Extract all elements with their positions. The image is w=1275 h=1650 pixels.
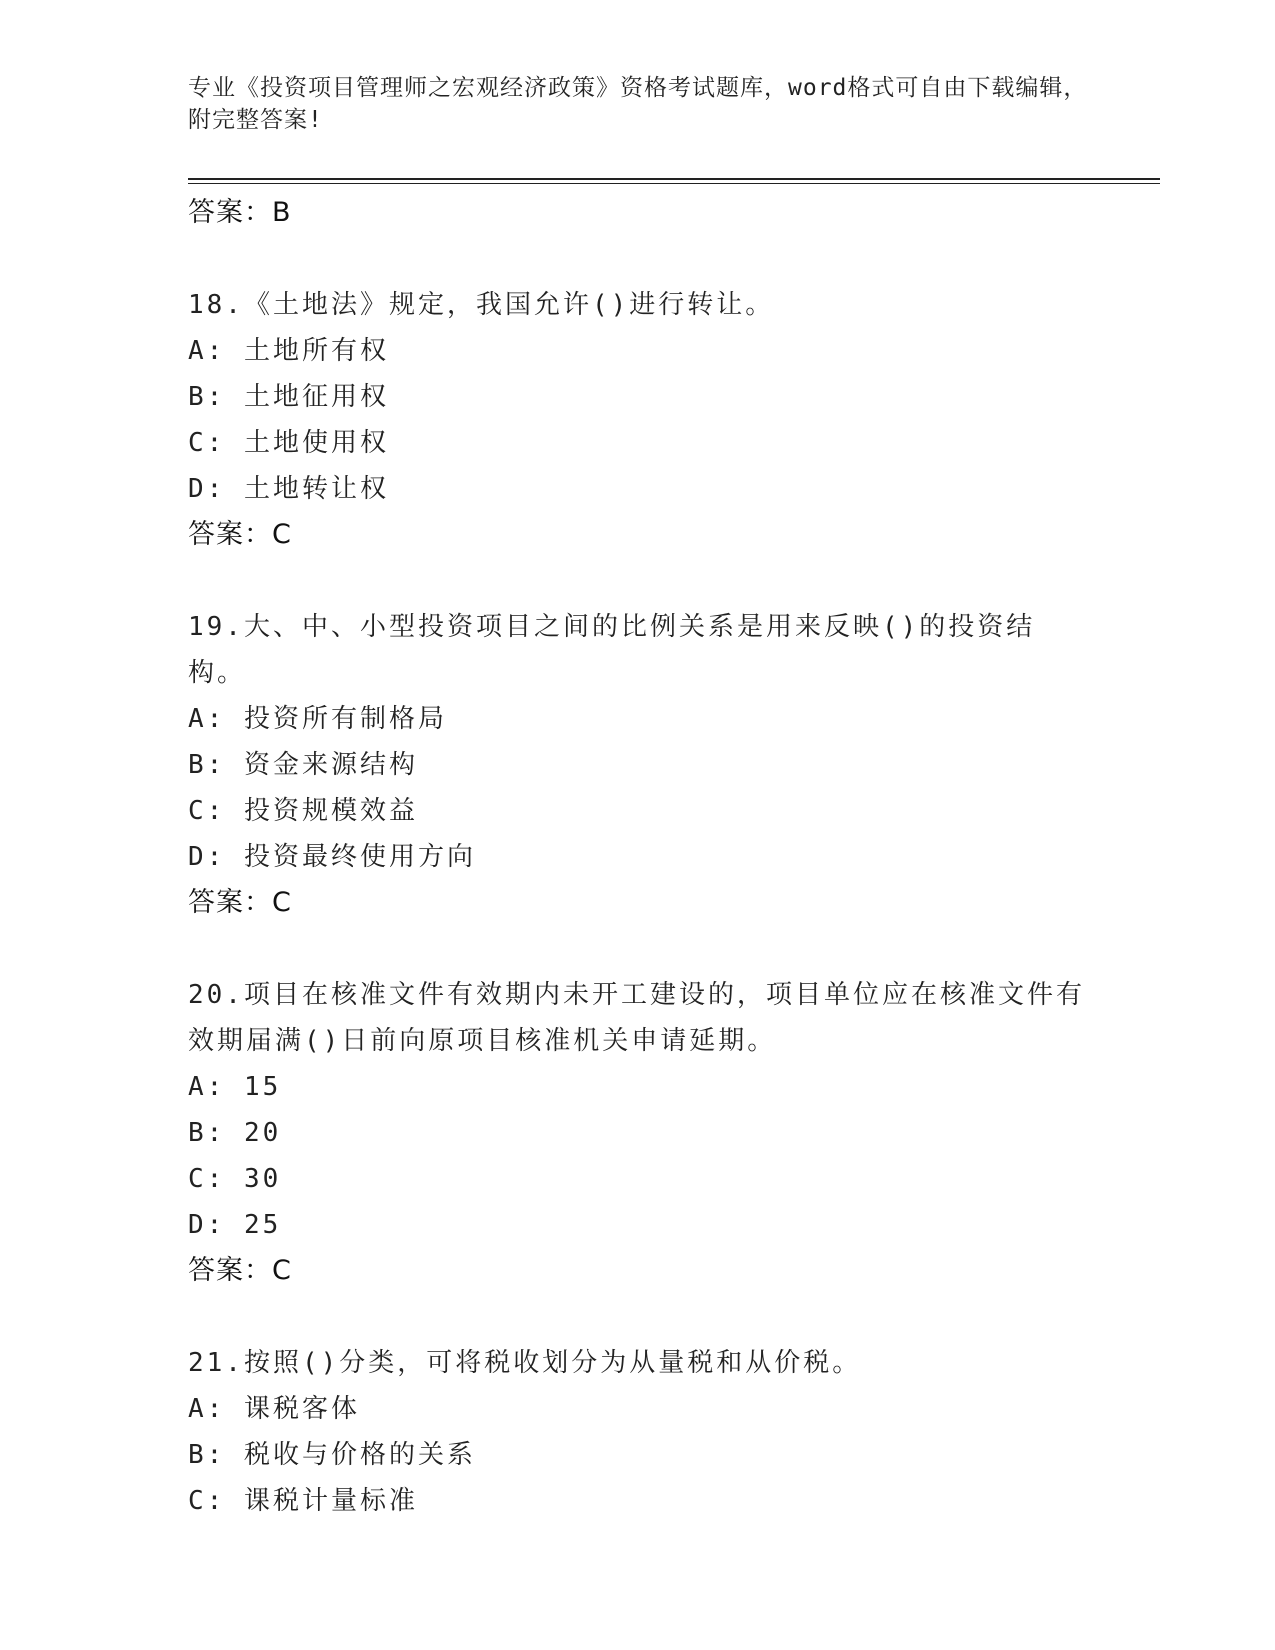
answer-label: 答案：C: [188, 519, 292, 550]
question-stem: 21.按照()分类，可将税收划分为从量税和从价税。: [188, 1348, 862, 1378]
question-18: [188, 282, 1088, 558]
answer-label: 答案：C: [188, 1255, 292, 1286]
option-c: C: 土地使用权: [188, 428, 389, 458]
option-d: D: 25: [188, 1210, 282, 1240]
question-list: [188, 190, 1088, 1524]
option-c: C: 30: [188, 1164, 282, 1194]
option-b: B: 20: [188, 1118, 282, 1148]
option-c: C: 投资规模效益: [188, 796, 418, 826]
option-b: B: 税收与价格的关系: [188, 1440, 476, 1470]
option-a: A: 投资所有制格局: [188, 704, 447, 734]
question-stem: 18.《土地法》规定，我国允许()进行转让。: [188, 290, 775, 320]
previous-answer: 答案：B: [188, 197, 292, 228]
answer-label: 答案：C: [188, 887, 292, 918]
header-divider-thick: [188, 178, 1160, 180]
header-divider-thin: [188, 183, 1160, 184]
option-c: C: 课税计量标准: [188, 1486, 418, 1516]
option-a: A: 课税客体: [188, 1394, 360, 1424]
question-20: [188, 972, 1088, 1294]
option-a: A: 15: [188, 1072, 282, 1102]
question-21: [188, 1340, 1088, 1524]
option-d: D: 投资最终使用方向: [188, 842, 476, 872]
option-a: A: 土地所有权: [188, 336, 389, 366]
question-stem: 20.项目在核准文件有效期内未开工建设的，项目单位应在核准文件有效期届满()日前向原项目核准机关申请延期。: [188, 980, 1085, 1056]
question-19: [188, 604, 1088, 926]
document-header-text: 专业《投资项目管理师之宏观经济政策》资格考试题库，word格式可自由下载编辑，附完整答案!: [188, 75, 1088, 133]
option-b: B: 资金来源结构: [188, 750, 418, 780]
option-d: D: 土地转让权: [188, 474, 389, 504]
option-b: B: 土地征用权: [188, 382, 389, 412]
question-stem: 19.大、中、小型投资项目之间的比例关系是用来反映()的投资结构。: [188, 612, 1036, 688]
